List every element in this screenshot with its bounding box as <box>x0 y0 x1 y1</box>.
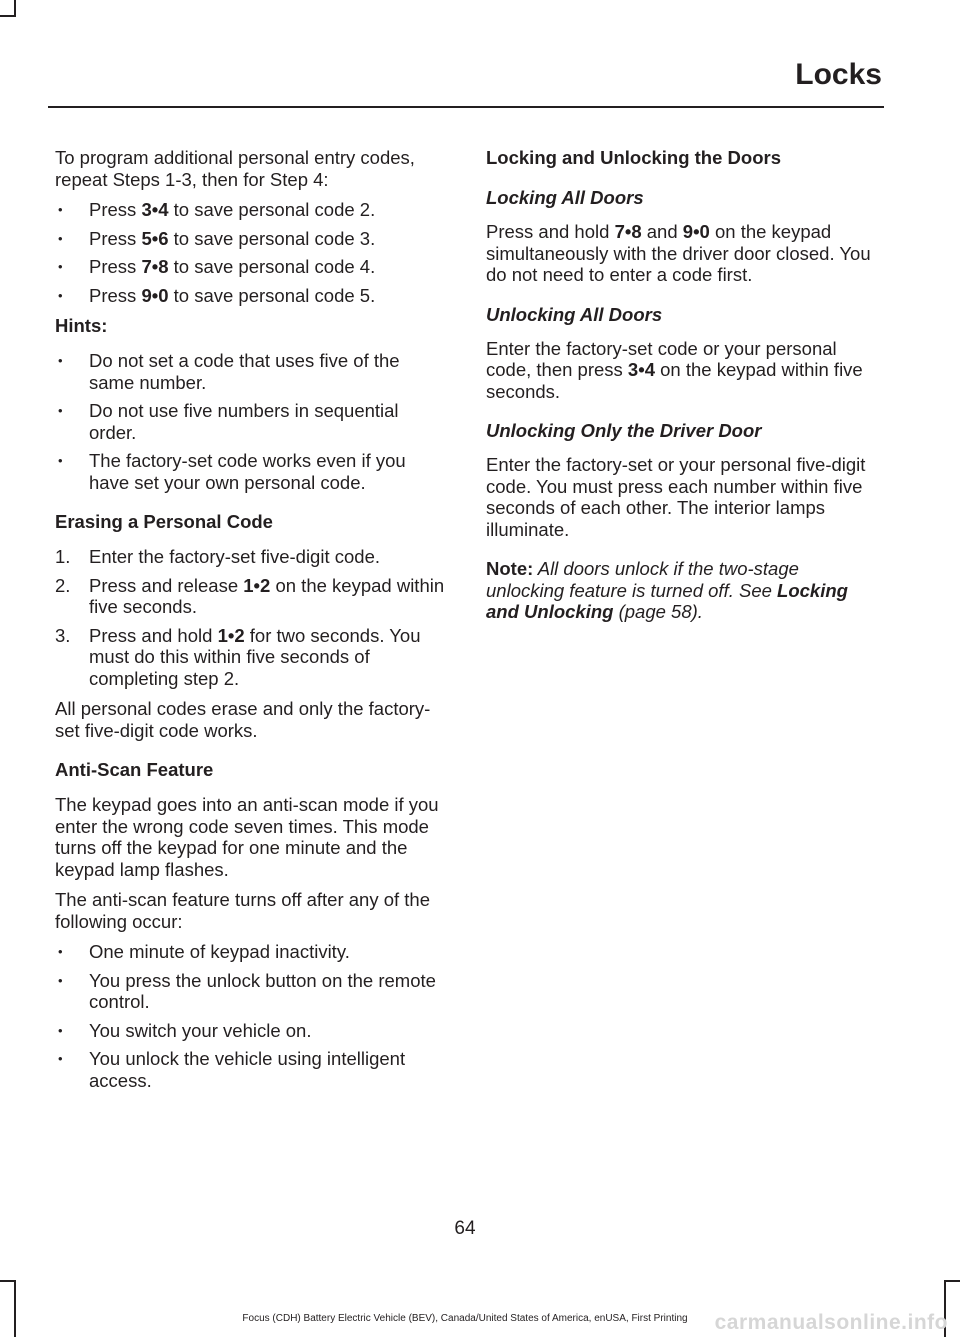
list-item: 2. Press and release 1•2 on the keypad within five seconds. <box>55 574 445 617</box>
crop-mark <box>944 1280 960 1282</box>
list-item: • One minute of keypad inactivity. <box>58 941 350 962</box>
list-item: • Press 7•8 to save personal code 4. <box>58 256 376 277</box>
list-item: • Press 3•4 to save personal code 2. <box>58 199 376 220</box>
bullet-icon: • <box>58 230 63 246</box>
bullet-icon: • <box>58 453 63 468</box>
list-item: • Do not set a code that uses five of the same number. <box>58 350 400 393</box>
step-number: 1. <box>55 546 71 567</box>
watermark: carmanualsonline.info <box>714 1311 948 1334</box>
cross-reference-link[interactable]: Locking and Unlocking <box>486 579 848 622</box>
list-item: • You switch your vehicle on. <box>58 1019 312 1041</box>
step-number: 2. <box>55 574 71 596</box>
list-item: • Press 5•6 to save personal code 3. <box>58 227 376 249</box>
antiscan-list <box>55 941 448 1091</box>
key-label: 5•6 <box>141 227 169 249</box>
antiscan-paragraph: The keypad goes into an anti-scan mode if you enter the wrong code seven times. This mode turns off the keypad for one minute and the keypad lamp flashes. <box>55 794 439 880</box>
header-divider <box>48 106 884 108</box>
bullet-icon: • <box>58 1022 63 1038</box>
list-item: • The factory-set code works even if you have set your own personal code. <box>58 450 406 493</box>
note-paragraph: Note: All doors unlock if the two-stage unlocking feature is turned off. See Locking and Unlocking (page 58). <box>486 558 848 622</box>
left-column <box>55 147 448 1100</box>
erase-result: All personal codes erase and only the factory-set five-digit code works. <box>55 698 431 741</box>
bullet-icon: • <box>58 972 63 988</box>
bullet-icon: • <box>58 944 63 959</box>
antiscan-heading: Anti-Scan Feature <box>55 759 214 780</box>
program-steps-list <box>55 199 448 306</box>
list-item: • Do not use five numbers in sequential order. <box>58 400 399 443</box>
key-label: 7•8 <box>141 256 169 277</box>
key-label: 1•2 <box>217 624 245 646</box>
bullet-icon: • <box>58 353 63 368</box>
key-label: 3•4 <box>141 199 169 220</box>
bullet-icon: • <box>58 1051 63 1066</box>
key-label: 9•0 <box>682 221 710 242</box>
list-item: • You unlock the vehicle using intelligent access. <box>58 1048 406 1091</box>
erase-heading: Erasing a Personal Code <box>55 511 273 532</box>
hints-list <box>55 350 448 493</box>
key-label: 1•2 <box>243 574 271 596</box>
key-label: 3•4 <box>627 359 655 380</box>
bullet-icon: • <box>58 202 63 217</box>
list-item: 1. Enter the factory-set five-digit code. <box>55 546 380 567</box>
antiscan-paragraph: The anti-scan feature turns off after any of the following occur: <box>55 889 431 932</box>
list-item: • Press 9•0 to save personal code 5. <box>58 284 376 306</box>
unlock-all-heading: Unlocking All Doors <box>486 303 663 325</box>
bullet-icon: • <box>58 403 63 418</box>
hints-heading: Hints: <box>55 315 108 336</box>
note-label: Note: <box>486 558 534 579</box>
intro-paragraph: To program additional personal entry codes, repeat Steps 1-3, then for Step 4: <box>55 147 415 190</box>
crop-mark <box>0 15 16 17</box>
list-item: • You press the unlock button on the remote control. <box>58 969 436 1012</box>
lock-all-paragraph: Press and hold 7•8 and 9•0 on the keypad simultaneously with the driver door closed. You do not need to enter a code first. <box>486 221 871 285</box>
page-reference: (page 58) <box>613 601 698 622</box>
page-number: 64 <box>454 1218 476 1239</box>
bullet-icon: • <box>58 287 63 303</box>
page-title: Locks <box>795 58 882 91</box>
step-number: 3. <box>55 624 71 646</box>
unlock-driver-heading: Unlocking Only the Driver Door <box>486 420 762 441</box>
right-column <box>486 147 882 632</box>
unlock-driver-paragraph: Enter the factory-set or your personal five-digit code. You must press each number within five seconds of each other. The interior lamps illuminate. <box>486 454 866 540</box>
key-label: 9•0 <box>141 284 169 306</box>
lock-all-heading: Locking All Doors <box>486 187 644 208</box>
key-label: 7•8 <box>614 221 642 242</box>
erase-steps-list <box>55 546 448 689</box>
bullet-icon: • <box>58 259 63 274</box>
footer-text: Focus (CDH) Battery Electric Vehicle (BEV), Canada/United States of America, enUSA, First Printing <box>242 1313 688 1324</box>
crop-mark <box>14 0 16 16</box>
section-heading: Locking and Unlocking the Doors <box>486 147 781 168</box>
crop-mark <box>14 1280 16 1337</box>
unlock-all-paragraph: Enter the factory-set code or your personal code, then press 3•4 on the keypad within five seconds. <box>486 337 863 402</box>
crop-mark <box>0 1280 16 1282</box>
list-item: 3. Press and hold 1•2 for two seconds. You must do this within five seconds of completing step 2. <box>55 624 421 689</box>
